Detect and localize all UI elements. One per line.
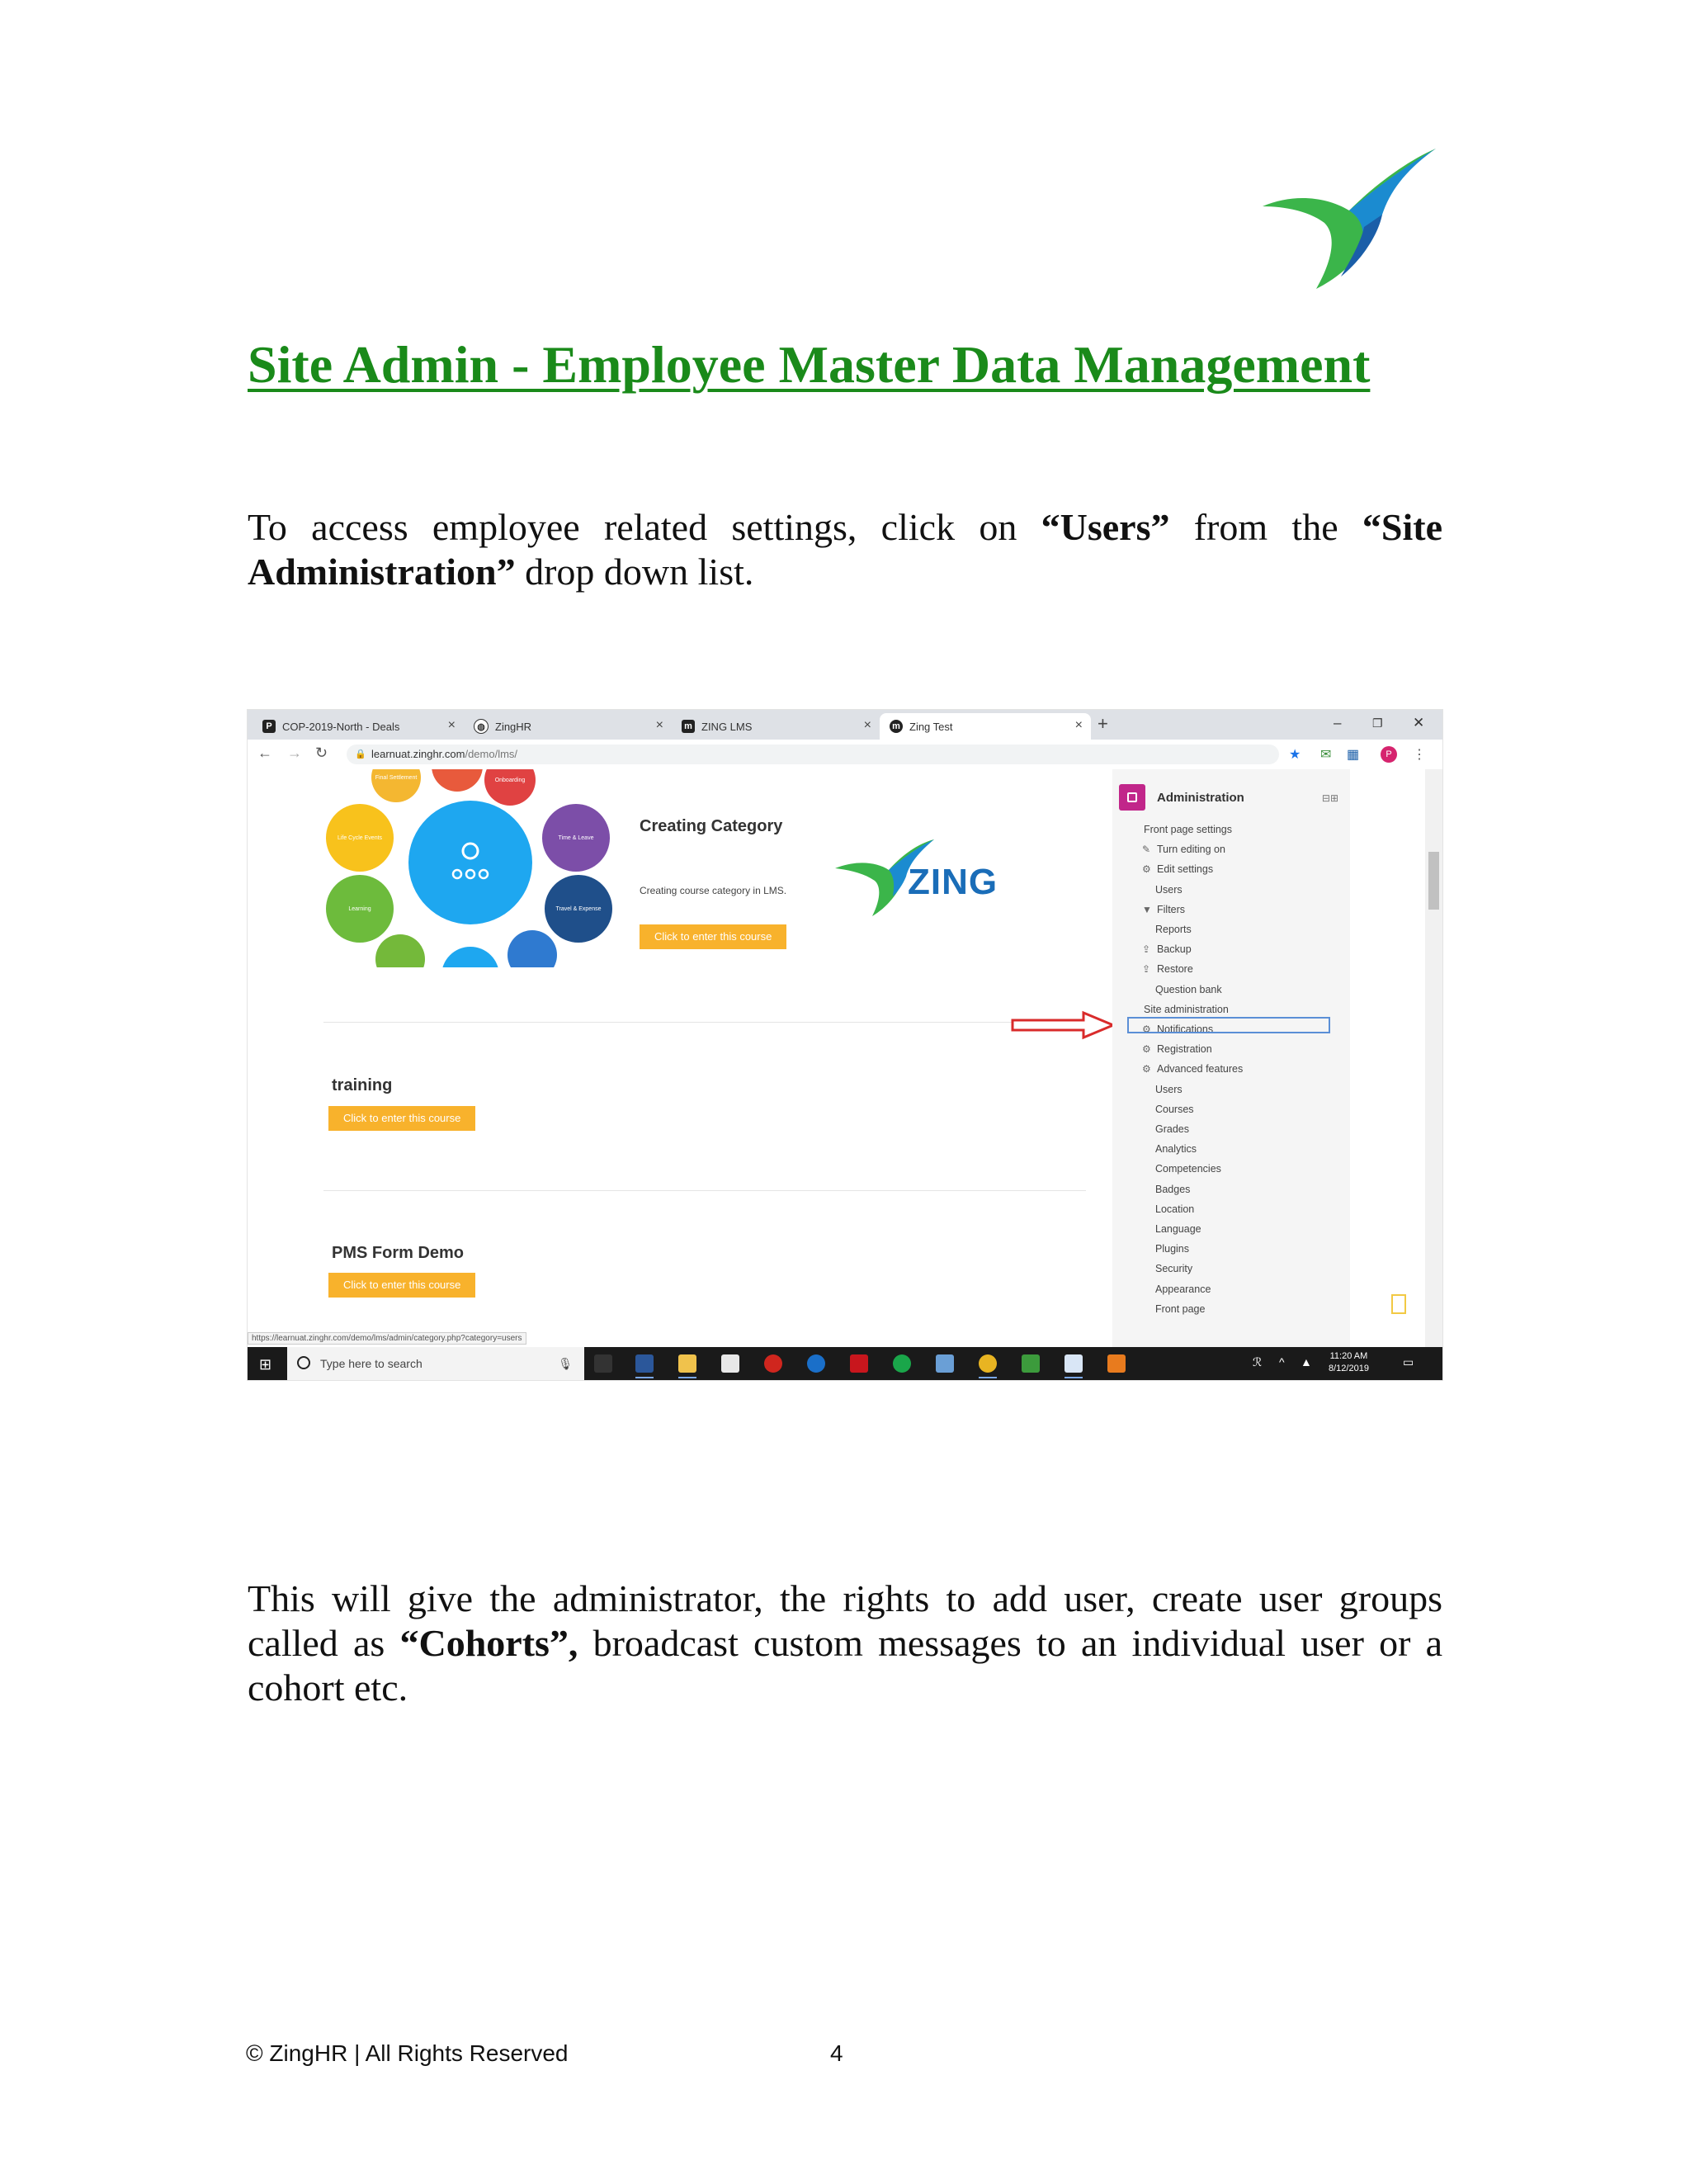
word-icon[interactable] bbox=[635, 1354, 654, 1373]
close-icon[interactable]: × bbox=[655, 718, 663, 732]
tab-zing-test[interactable]: m Zing Test × bbox=[880, 713, 1091, 740]
admin-menu-item[interactable]: Badges bbox=[1155, 1183, 1191, 1195]
intro-paragraph: To access employee related settings, click on “Users” from the “Site Administration” drop down list. bbox=[248, 506, 1442, 593]
bubble-time-leave: Time & Leave bbox=[542, 804, 610, 872]
m-favicon-icon: m bbox=[682, 720, 695, 733]
network-icon[interactable]: ▲ bbox=[1301, 1355, 1312, 1369]
notifications-icon[interactable]: ▭ bbox=[1403, 1355, 1414, 1369]
powerpoint-icon[interactable] bbox=[1107, 1354, 1126, 1373]
status-url: https://learnuat.zinghr.com/demo/lms/admin/category.php?category=users bbox=[248, 1332, 526, 1345]
admin-menu-item[interactable]: Front page bbox=[1155, 1302, 1206, 1315]
pencil-icon: ✎ bbox=[1142, 844, 1151, 856]
modules-bubble-graphic bbox=[326, 769, 615, 967]
m-favicon-icon: m bbox=[890, 720, 903, 733]
page-number: 4 bbox=[830, 2040, 843, 2066]
cohorts-paragraph: This will give the administrator, the rights to add user, create user groups called as “Cohorts”, broadcast custom messages to an individual user or a cohort etc. bbox=[248, 1577, 1442, 1709]
admin-menu-item[interactable]: ▼ Filters bbox=[1142, 903, 1186, 915]
admin-menu-item[interactable]: Users bbox=[1155, 1083, 1183, 1095]
site-administration-highlight bbox=[1127, 1017, 1330, 1033]
globe-icon: ◍ bbox=[474, 719, 489, 734]
extension-icon[interactable]: ▦ bbox=[1347, 748, 1360, 762]
upload-icon: ⇪ bbox=[1142, 963, 1151, 976]
admin-menu-item[interactable]: ⚙ Edit settings bbox=[1142, 863, 1214, 876]
gear-icon: ⚙ bbox=[1142, 863, 1151, 876]
bubble-green bbox=[375, 934, 425, 967]
bubble-travel-expense: Travel & Expense bbox=[545, 875, 612, 943]
page-title: Site Admin - Employee Master Data Management bbox=[248, 335, 1371, 394]
admin-menu-item[interactable]: Competencies bbox=[1155, 1163, 1221, 1175]
admin-menu-item[interactable]: ⇪ Backup bbox=[1142, 943, 1192, 956]
admin-menu-item[interactable]: Courses bbox=[1155, 1103, 1194, 1115]
admin-menu-item[interactable]: Front page settings bbox=[1144, 824, 1233, 835]
bubble-onboarding: Onboarding bbox=[484, 769, 536, 806]
red-arrow-icon bbox=[1011, 1010, 1116, 1040]
filter-icon: ▼ bbox=[1142, 903, 1152, 915]
lock-icon: 🔒 bbox=[355, 749, 366, 759]
admin-menu-item[interactable]: Analytics bbox=[1155, 1143, 1197, 1156]
admin-menu-item[interactable]: Security bbox=[1155, 1263, 1193, 1275]
extension-icon[interactable]: ✉ bbox=[1320, 748, 1332, 762]
outlook-icon[interactable] bbox=[1065, 1354, 1083, 1373]
task-view-icon[interactable] bbox=[594, 1354, 612, 1373]
tab-zing-lms[interactable]: m ZING LMS × bbox=[672, 713, 880, 740]
people-tray-icon[interactable]: ℛ bbox=[1253, 1355, 1263, 1369]
chrome-icon[interactable] bbox=[979, 1354, 997, 1373]
admin-menu-item[interactable]: Users bbox=[1155, 883, 1183, 896]
app-icon[interactable] bbox=[1022, 1354, 1040, 1373]
admin-menu-item[interactable]: Site administration bbox=[1144, 1003, 1229, 1015]
windows-start-icon[interactable]: ⊞ bbox=[259, 1356, 272, 1373]
admin-menu-item[interactable]: ✎ Turn editing on bbox=[1142, 844, 1225, 856]
admin-menu-item[interactable]: Grades bbox=[1155, 1123, 1189, 1135]
enter-course-button[interactable]: Click to enter this course bbox=[328, 1106, 475, 1131]
back-icon[interactable]: ← bbox=[257, 745, 272, 761]
gear-icon: ⚙ bbox=[1142, 1043, 1151, 1056]
admin-menu-item[interactable]: Plugins bbox=[1155, 1243, 1189, 1255]
admin-menu-item[interactable]: Language bbox=[1155, 1223, 1201, 1235]
lms-screenshot bbox=[248, 710, 1442, 1380]
admin-menu-item[interactable]: ⚙ Advanced features bbox=[1142, 1063, 1244, 1075]
tab-zinghr[interactable]: ◍ ZingHR × bbox=[464, 713, 672, 740]
bubble-blue-dark bbox=[507, 930, 557, 967]
admin-menu-item[interactable]: ⚙ Registration bbox=[1142, 1043, 1212, 1056]
administration-block bbox=[1112, 769, 1350, 1347]
bubble-life-cycle-events: Life Cycle Events bbox=[326, 804, 394, 872]
footer-copyright: © ZingHR | All Rights Reserved bbox=[246, 2040, 569, 2066]
admin-menu-item[interactable]: ⇪ Restore bbox=[1142, 963, 1193, 976]
store-icon[interactable] bbox=[721, 1354, 739, 1373]
taskbar-clock[interactable]: 11:20 AM 8/12/2019 bbox=[1329, 1351, 1369, 1373]
scrollbar-thumb[interactable] bbox=[1428, 852, 1439, 910]
course-title[interactable]: training bbox=[332, 1076, 393, 1094]
gear-icon: ⚙ bbox=[1142, 1063, 1151, 1075]
divider bbox=[323, 1190, 1086, 1191]
address-bar bbox=[248, 740, 1442, 770]
edge-icon[interactable] bbox=[807, 1354, 825, 1373]
people-icon bbox=[446, 838, 495, 887]
app-icon[interactable] bbox=[936, 1354, 954, 1373]
divider bbox=[323, 1022, 1086, 1023]
block-controls-icon[interactable]: ⊟⊞ bbox=[1321, 792, 1338, 804]
course-description: Creating course category in LMS. bbox=[640, 885, 787, 896]
app-icon[interactable] bbox=[893, 1354, 911, 1373]
admin-menu-item[interactable]: Location bbox=[1155, 1203, 1195, 1215]
site-administration-term: “Site Administration” bbox=[248, 506, 1442, 593]
bubble-final-settlement: Final Settlement bbox=[371, 769, 421, 802]
p-favicon-icon: P bbox=[262, 720, 276, 733]
url-field[interactable]: 🔒 learnuat.zinghr.com/demo/lms/ bbox=[347, 745, 1279, 764]
reload-icon[interactable]: ↻ bbox=[315, 745, 328, 761]
admin-menu-item[interactable]: ⚙ Notifications bbox=[1142, 1023, 1214, 1035]
users-term: “Users” bbox=[1041, 506, 1170, 548]
close-icon[interactable]: × bbox=[447, 718, 456, 732]
gear-icon: ⚙ bbox=[1142, 1023, 1151, 1035]
admin-menu-item[interactable]: Question bank bbox=[1155, 983, 1222, 995]
course-title[interactable]: Creating Category bbox=[640, 817, 783, 835]
feedback-icon[interactable] bbox=[1391, 1294, 1406, 1314]
file-explorer-icon[interactable] bbox=[678, 1354, 696, 1373]
bubble-center bbox=[408, 801, 532, 924]
close-icon[interactable]: × bbox=[863, 718, 871, 732]
admin-menu-item[interactable]: Reports bbox=[1155, 924, 1192, 935]
admin-block-icon bbox=[1119, 784, 1145, 811]
tab-deals[interactable]: P COP-2019-North - Deals × bbox=[253, 713, 464, 740]
menu-kebab-icon[interactable]: ⋮ bbox=[1413, 748, 1426, 762]
browser-tab-bar bbox=[248, 710, 1442, 740]
windows-taskbar bbox=[248, 1347, 1442, 1380]
microphone-icon[interactable]: 🎙 bbox=[558, 1357, 573, 1370]
restore-icon[interactable]: ❐ bbox=[1372, 716, 1383, 730]
enter-course-button[interactable]: Click to enter this course bbox=[640, 924, 786, 949]
minimize-icon[interactable]: – bbox=[1334, 715, 1342, 730]
forward-icon[interactable]: → bbox=[287, 745, 302, 761]
lms-page bbox=[248, 769, 1442, 1347]
cortana-icon bbox=[297, 1356, 310, 1369]
new-tab-icon[interactable]: + bbox=[1098, 713, 1108, 734]
bubble-red bbox=[432, 769, 483, 792]
window-close-icon[interactable]: ✕ bbox=[1413, 715, 1425, 730]
administration-header: Administration bbox=[1119, 784, 1244, 811]
bubble-blue bbox=[441, 947, 499, 967]
course-title[interactable]: PMS Form Demo bbox=[332, 1244, 465, 1262]
opera-icon[interactable] bbox=[764, 1354, 782, 1373]
scrollbar[interactable] bbox=[1425, 769, 1442, 1347]
acrobat-icon[interactable] bbox=[850, 1354, 868, 1373]
zing-logo-text: ZING bbox=[908, 862, 998, 902]
bookmark-star-icon[interactable]: ★ bbox=[1289, 748, 1301, 762]
upload-icon: ⇪ bbox=[1142, 943, 1151, 956]
admin-menu-item[interactable]: Appearance bbox=[1155, 1283, 1211, 1295]
chevron-up-icon[interactable]: ^ bbox=[1279, 1355, 1285, 1369]
zinghr-bird-logo bbox=[1258, 144, 1440, 293]
enter-course-button[interactable]: Click to enter this course bbox=[328, 1273, 475, 1298]
taskbar-search-input[interactable]: Type here to search 🎙 bbox=[287, 1347, 584, 1380]
cohorts-term: “Cohorts”, bbox=[399, 1622, 578, 1664]
bubble-learning: Learning bbox=[326, 875, 394, 943]
close-icon[interactable]: × bbox=[1074, 718, 1083, 732]
profile-avatar[interactable]: P bbox=[1381, 746, 1397, 763]
